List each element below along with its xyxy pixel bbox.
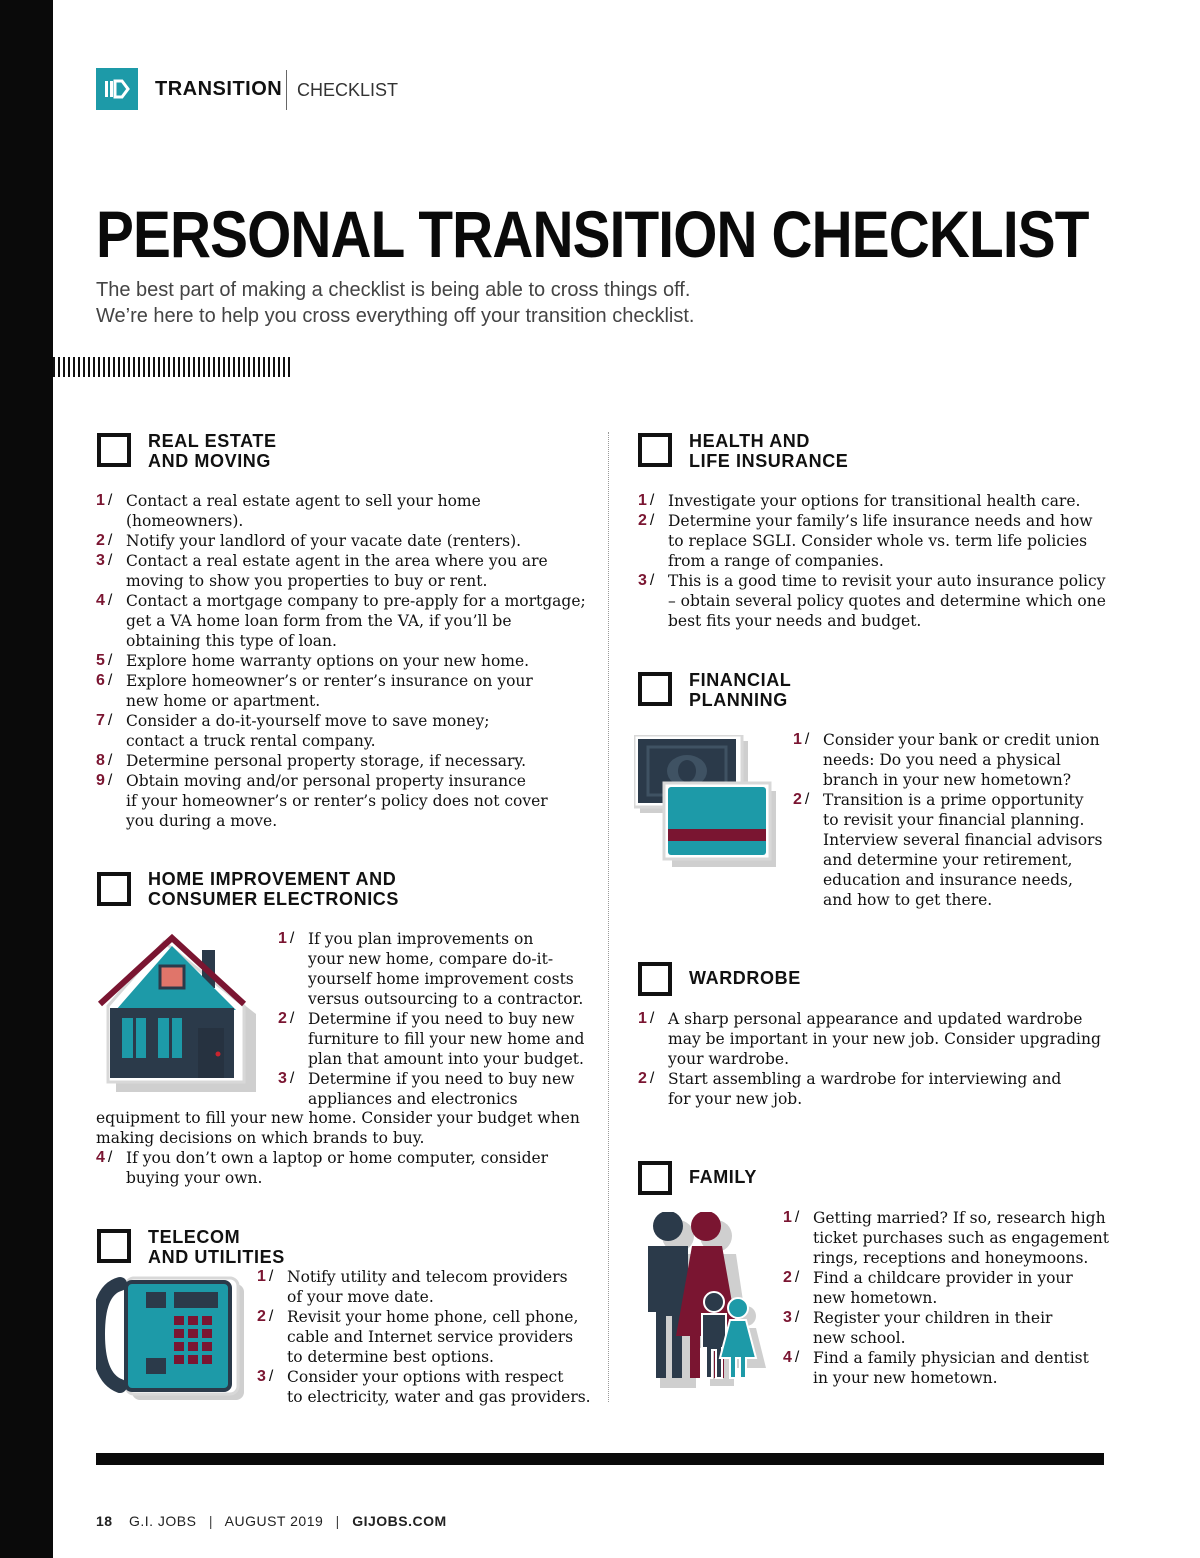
list-text-line: ticket purchases such as engagement: [813, 1229, 1109, 1247]
list-text-line: furniture to fill your new home and: [308, 1030, 585, 1048]
item-number: [793, 730, 809, 750]
item-slash: /: [794, 1349, 800, 1366]
item-number-digit: 2: [638, 1070, 647, 1087]
header-divider: [286, 70, 287, 110]
list-text-line: If you plan improvements on: [308, 930, 534, 948]
section-label: TRANSITION: [155, 78, 283, 100]
financial-list: [793, 730, 1113, 910]
page-title: PERSONAL TRANSITION CHECKLIST: [96, 197, 1089, 271]
list-item: [638, 491, 1108, 511]
list-text-line: and determine your retirement,: [823, 851, 1073, 869]
item-number-digit: 9: [96, 772, 105, 789]
list-text-line: Consider a do-it-yourself move to save money;: [126, 712, 490, 730]
list-item: [257, 1267, 597, 1307]
list-text-line: Find a childcare provider in your: [813, 1269, 1073, 1287]
list-item: [96, 591, 596, 651]
list-text-line: This is a good time to revisit your auto insurance policy: [668, 572, 1106, 590]
list-text-line: if your homeowner’s or renter’s policy does not cover: [126, 792, 548, 810]
list-text-line: to revisit your financial planning.: [823, 811, 1085, 829]
list-text-line: – obtain several policy quotes and determine which one: [668, 592, 1106, 610]
item-number: [96, 1148, 112, 1168]
item-number-digit: 1: [96, 492, 105, 509]
section-title-telecom: [148, 1227, 285, 1267]
item-number-digit: 7: [96, 712, 105, 729]
list-text-line: Determine personal property storage, if necessary.: [126, 752, 527, 770]
list-text-line: rings, receptions and honeymoons.: [813, 1249, 1089, 1267]
list-text-line: Start assembling a wardrobe for interviewing and: [668, 1070, 1062, 1088]
section-title-health: [689, 431, 848, 471]
list-item: [96, 531, 596, 551]
item-number: [638, 511, 654, 531]
list-text-line: you during a move.: [126, 812, 278, 830]
list-text-line: branch in your new hometown?: [823, 771, 1072, 789]
list-text-line: get a VA home loan form from the VA, if you’ll be: [126, 612, 512, 630]
item-slash: /: [107, 672, 113, 689]
item-number: [257, 1267, 273, 1287]
item-number: [638, 571, 654, 591]
item-slash: /: [107, 592, 113, 609]
item-number-digit: 2: [638, 512, 647, 529]
section-title-line: PLANNING: [689, 690, 788, 710]
checkbox-real-estate[interactable]: [97, 433, 131, 467]
item-number: [638, 1009, 654, 1029]
list-item: [96, 711, 596, 751]
list-item: [96, 1148, 596, 1188]
item-slash: /: [289, 930, 295, 947]
list-item: [96, 771, 596, 831]
item-number: [783, 1308, 799, 1328]
list-item: [793, 730, 1113, 790]
list-text-line: Determine your family’s life insurance needs and how: [668, 512, 1093, 530]
list-item: [96, 751, 596, 771]
list-text-line: new school.: [813, 1329, 906, 1347]
item-slash: /: [649, 492, 655, 509]
item-number-digit: 1: [278, 930, 287, 947]
list-text-line: A sharp personal appearance and updated wardrobe: [668, 1010, 1083, 1028]
list-text-line: Consider your bank or credit union: [823, 731, 1100, 749]
home-improvement-continued: [96, 1108, 596, 1148]
list-text-line: best fits your needs and budget.: [668, 612, 922, 630]
section-title-line: WARDROBE: [689, 968, 801, 988]
list-item: [96, 551, 596, 591]
item-number: [96, 491, 112, 511]
left-edge-bar: [0, 0, 53, 1558]
section-title-family: [689, 1167, 757, 1187]
list-text-line: equipment to fill your new home. Consider your budget when: [96, 1109, 580, 1127]
item-number: [278, 1009, 294, 1029]
item-number-digit: 4: [783, 1349, 792, 1366]
item-number-digit: 3: [638, 572, 647, 589]
list-text-line: Contact a real estate agent to sell your home: [126, 492, 481, 510]
item-number: [96, 531, 112, 551]
section-title-real-estate: [148, 431, 277, 471]
list-text-line: (homeowners).: [126, 512, 244, 530]
item-number-digit: 3: [278, 1070, 287, 1087]
list-text-line: plan that amount into your budget.: [308, 1050, 584, 1068]
list-item: [257, 1367, 597, 1407]
list-text-line: contact a truck rental company.: [126, 732, 376, 750]
item-number: [96, 671, 112, 691]
item-number-digit: 3: [257, 1368, 266, 1385]
item-slash: /: [268, 1268, 274, 1285]
intro-line: The best part of making a checklist is being able to cross things off.: [96, 279, 691, 301]
item-slash: /: [107, 712, 113, 729]
family-list: [783, 1208, 1113, 1388]
item-number: [783, 1348, 799, 1368]
item-slash: /: [649, 572, 655, 589]
item-slash: /: [107, 772, 113, 789]
item-slash: /: [649, 1010, 655, 1027]
list-text-line: Notify utility and telecom providers: [287, 1268, 568, 1286]
item-number-digit: 4: [96, 592, 105, 609]
section-title-line: FINANCIAL: [689, 670, 792, 690]
footer-separator: |: [335, 1513, 340, 1529]
item-number: [783, 1208, 799, 1228]
list-text-line: If you don’t own a laptop or home computer, consider: [126, 1149, 549, 1167]
item-number-digit: 1: [257, 1268, 266, 1285]
item-slash: /: [107, 552, 113, 569]
bottom-rule: [96, 1453, 1104, 1465]
list-text-line: Obtain moving and/or personal property insurance: [126, 772, 526, 790]
item-number: [257, 1307, 273, 1327]
checkbox-health[interactable]: [638, 433, 672, 467]
list-text-line: Find a family physician and dentist: [813, 1349, 1089, 1367]
list-text-line: your wardrobe.: [668, 1050, 790, 1068]
item-number: [96, 651, 112, 671]
issue-date: AUGUST 2019: [224, 1513, 324, 1529]
item-number-digit: 2: [783, 1269, 792, 1286]
page-footer: [96, 1513, 447, 1529]
item-slash: /: [794, 1209, 800, 1226]
list-text-line: obtaining this type of loan.: [126, 632, 337, 650]
list-text-line: Transition is a prime opportunity: [823, 791, 1084, 809]
item-slash: /: [107, 752, 113, 769]
item-number-digit: 1: [638, 492, 647, 509]
home-improvement-list: [278, 929, 598, 1109]
item-slash: /: [804, 791, 810, 808]
item-number: [638, 1069, 654, 1089]
item-number: [278, 1069, 294, 1089]
item-slash: /: [289, 1070, 295, 1087]
family-icon: [634, 1212, 784, 1392]
item-number: [638, 491, 654, 511]
item-number-digit: 2: [793, 791, 802, 808]
list-text-line: cable and Internet service providers: [287, 1328, 574, 1346]
item-number: [278, 929, 294, 949]
list-text-line: to determine best options.: [287, 1348, 494, 1366]
list-text-line: appliances and electronics: [308, 1090, 518, 1108]
section-title-wardrobe: [689, 968, 801, 988]
list-text-line: versus outsourcing to a contractor.: [308, 990, 584, 1008]
item-number: [96, 711, 112, 731]
checkbox-home-improvement[interactable]: [97, 872, 131, 906]
item-number-digit: 1: [783, 1209, 792, 1226]
list-text-line: new hometown.: [813, 1289, 938, 1307]
tick-rule: [53, 357, 291, 377]
list-text-line: to replace SGLI. Consider whole vs. term life policies: [668, 532, 1088, 550]
list-text-line: Explore home warranty options on your new home.: [126, 652, 530, 670]
list-text-line: and how to get there.: [823, 891, 993, 909]
item-number: [96, 551, 112, 571]
page-number: 18: [96, 1513, 113, 1529]
item-number-digit: 3: [783, 1309, 792, 1326]
item-slash: /: [107, 492, 113, 509]
item-number-digit: 5: [96, 652, 105, 669]
subsection-label: CHECKLIST: [297, 80, 399, 100]
list-item: [278, 1009, 598, 1069]
list-text-line: making decisions on which brands to buy.: [96, 1129, 425, 1147]
item-slash: /: [649, 512, 655, 529]
checkbox-wardrobe[interactable]: [638, 962, 672, 996]
list-text-line: Revisit your home phone, cell phone,: [287, 1308, 579, 1326]
brand-logo-icon: [96, 68, 138, 110]
section-title-line: FAMILY: [689, 1167, 757, 1187]
list-text-line: needs: Do you need a physical: [823, 751, 1061, 769]
list-item: [783, 1308, 1113, 1348]
column-divider: [608, 432, 609, 1402]
list-item: [257, 1307, 597, 1367]
list-text-line: may be important in your new job. Consider upgrading: [668, 1030, 1101, 1048]
list-text-line: Contact a real estate agent in the area where you are: [126, 552, 548, 570]
item-slash: /: [268, 1368, 274, 1385]
item-slash: /: [649, 1070, 655, 1087]
list-item: [278, 1069, 598, 1109]
health-list: [638, 491, 1108, 631]
list-item: [638, 1069, 1108, 1109]
intro-line: We’re here to help you cross everything off your transition checklist.: [96, 305, 695, 327]
item-slash: /: [794, 1309, 800, 1326]
item-number: [96, 591, 112, 611]
item-slash: /: [268, 1308, 274, 1325]
section-title-line: HOME IMPROVEMENT AND: [148, 869, 397, 889]
site-link[interactable]: GIJOBS.COM: [352, 1513, 447, 1529]
item-number: [257, 1367, 273, 1387]
item-slash: /: [289, 1010, 295, 1027]
publication-name: G.I. JOBS: [128, 1513, 197, 1529]
list-item: [638, 1009, 1108, 1069]
section-title-line: CONSUMER ELECTRONICS: [148, 889, 400, 909]
item-slash: /: [804, 731, 810, 748]
list-item: [793, 790, 1113, 910]
item-slash: /: [794, 1269, 800, 1286]
list-item: [638, 571, 1108, 631]
list-text-line: your new home, compare do-it-: [308, 950, 554, 968]
section-title-line: HEALTH AND: [689, 431, 810, 451]
list-item: [783, 1268, 1113, 1308]
item-slash: /: [107, 652, 113, 669]
item-number-digit: 2: [96, 532, 105, 549]
house-icon: [96, 932, 266, 1092]
checkbox-financial[interactable]: [638, 672, 672, 706]
section-title-line: LIFE INSURANCE: [689, 451, 849, 471]
list-text-line: from a range of companies.: [668, 552, 884, 570]
list-text-line: to electricity, water and gas providers.: [287, 1388, 591, 1406]
item-number-digit: 1: [793, 731, 802, 748]
list-text-line: for your new job.: [668, 1090, 803, 1108]
telephone-icon: [96, 1272, 246, 1402]
list-item: [638, 511, 1108, 571]
wardrobe-list: [638, 1009, 1108, 1109]
section-title-line: TELECOM: [148, 1227, 241, 1247]
checkbox-family[interactable]: [638, 1161, 672, 1195]
item-number-digit: 4: [96, 1149, 105, 1166]
list-item: [278, 929, 598, 1009]
list-item: [96, 651, 596, 671]
list-text-line: Consider your options with respect: [287, 1368, 564, 1386]
list-item: [96, 491, 596, 531]
list-text-line: education and insurance needs,: [823, 871, 1073, 889]
item-number-digit: 2: [278, 1010, 287, 1027]
item-number: [96, 771, 112, 791]
list-text-line: Explore homeowner’s or renter’s insurance on your: [126, 672, 533, 690]
real-estate-list: [96, 491, 596, 831]
item-number: [793, 790, 809, 810]
item-number-digit: 6: [96, 672, 105, 689]
list-text-line: new home or apartment.: [126, 692, 321, 710]
footer-separator: |: [208, 1513, 214, 1529]
telecom-list: [257, 1267, 597, 1407]
section-title-financial: [689, 670, 791, 710]
list-item: [96, 671, 596, 711]
item-number: [783, 1268, 799, 1288]
home-improvement-list-continued: [96, 1148, 596, 1188]
list-text-line: Notify your landlord of your vacate date (renters).: [126, 532, 522, 550]
list-text-line: in your new hometown.: [813, 1369, 998, 1387]
list-text-line: Determine if you need to buy new: [308, 1070, 575, 1088]
intro-text: [96, 277, 694, 329]
item-number-digit: 2: [257, 1308, 266, 1325]
checkbox-telecom[interactable]: [97, 1229, 131, 1263]
section-title-home-improvement: [148, 869, 399, 909]
section-title-line: REAL ESTATE: [148, 431, 277, 451]
list-item: [783, 1348, 1113, 1388]
item-number-digit: 8: [96, 752, 105, 769]
list-item: [783, 1208, 1113, 1268]
list-text-line: of your move date.: [287, 1288, 434, 1306]
list-text-line: yourself home improvement costs: [308, 970, 574, 988]
list-text-line: Contact a mortgage company to pre-apply for a mortgage;: [126, 592, 586, 610]
item-number: [96, 751, 112, 771]
section-title-line: AND UTILITIES: [148, 1247, 285, 1267]
item-slash: /: [107, 1149, 113, 1166]
section-title-line: AND MOVING: [148, 451, 271, 471]
list-text-line: Interview several financial advisors: [823, 831, 1103, 849]
item-slash: /: [107, 532, 113, 549]
item-number-digit: 3: [96, 552, 105, 569]
list-text-line: Determine if you need to buy new: [308, 1010, 575, 1028]
list-text-line: Investigate your options for transitional health care.: [668, 492, 1081, 510]
list-text-line: Getting married? If so, research high: [813, 1209, 1106, 1227]
list-text-line: buying your own.: [126, 1169, 263, 1187]
list-text-line: moving to show you properties to buy or rent.: [126, 572, 488, 590]
money-and-card-icon: [634, 735, 779, 870]
list-text-line: Register your children in their: [813, 1309, 1053, 1327]
item-number-digit: 1: [638, 1010, 647, 1027]
